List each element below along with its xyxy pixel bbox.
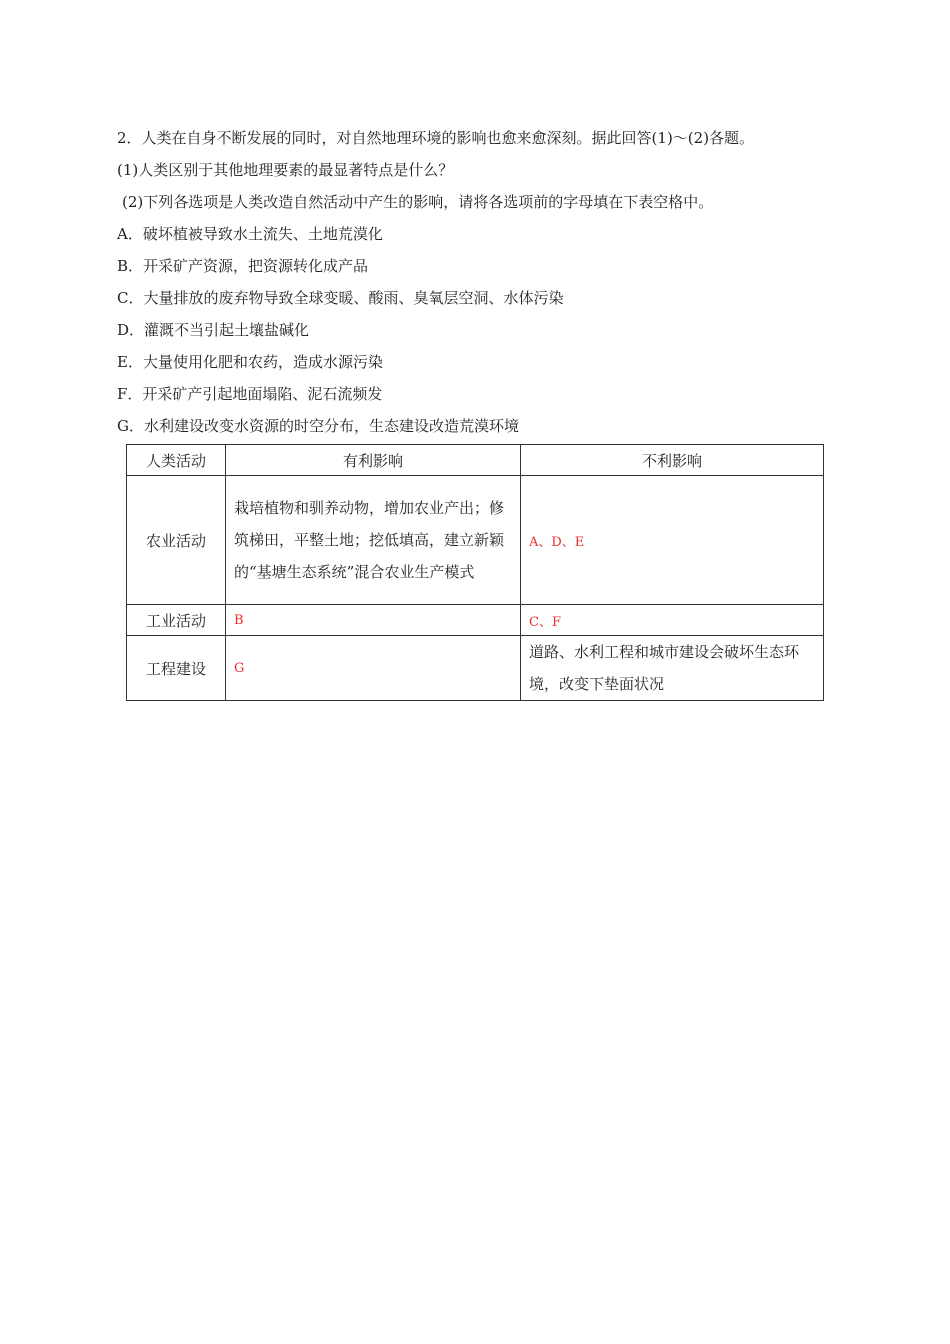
row-positive-construction: G — [226, 636, 521, 701]
option-b: B．开采矿产资源，把资源转化成产品 — [117, 257, 369, 275]
impact-table — [126, 444, 824, 701]
row-negative-construction: 道路、水利工程和城市建设会破坏生态环境，改变下垫面状况 — [521, 636, 824, 701]
header-activity: 人类活动 — [127, 445, 226, 476]
sub-question-2: (2)下列各选项是人类改造自然活动中产生的影响，请将各选项前的字母填在下表空格中。 — [122, 193, 714, 211]
header-positive: 有利影响 — [226, 445, 521, 476]
row-positive-industry: B — [226, 605, 521, 636]
row-activity-construction: 工程建设 — [127, 636, 226, 701]
option-e: E．大量使用化肥和农药，造成水源污染 — [117, 353, 383, 371]
question-stem: 2．人类在自身不断发展的同时，对自然地理环境的影响也愈来愈深刻。据此回答(1)～(2)各题。 — [117, 129, 755, 147]
sub-question-1: (1)人类区别于其他地理要素的最显著特点是什么？ — [117, 161, 454, 179]
option-g: G．水利建设改变水资源的时空分布，生态建设改造荒漠环境 — [117, 417, 519, 435]
option-f: F．开采矿产引起地面塌陷、泥石流频发 — [117, 385, 383, 403]
option-a: A．破坏植被导致水土流失、土地荒漠化 — [117, 225, 383, 243]
table-row — [127, 476, 824, 605]
table-row — [127, 605, 824, 636]
row-positive-agriculture: 栽培植物和驯养动物，增加农业产出；修筑梯田，平整土地；挖低填高，建立新颖的“基塘生态系统”混合农业生产模式 — [226, 476, 521, 605]
option-c: C．大量排放的废弃物导致全球变暖、酸雨、臭氧层空洞、水体污染 — [117, 289, 564, 307]
header-negative: 不利影响 — [521, 445, 824, 476]
row-negative-industry: C、F — [521, 605, 824, 636]
row-activity-agriculture: 农业活动 — [127, 476, 226, 605]
option-d: D．灌溉不当引起土壤盐碱化 — [117, 321, 310, 339]
row-negative-agriculture: A、D、E — [521, 476, 824, 605]
row-activity-industry: 工业活动 — [127, 605, 226, 636]
table-header-row — [127, 445, 824, 476]
table-row — [127, 636, 824, 701]
